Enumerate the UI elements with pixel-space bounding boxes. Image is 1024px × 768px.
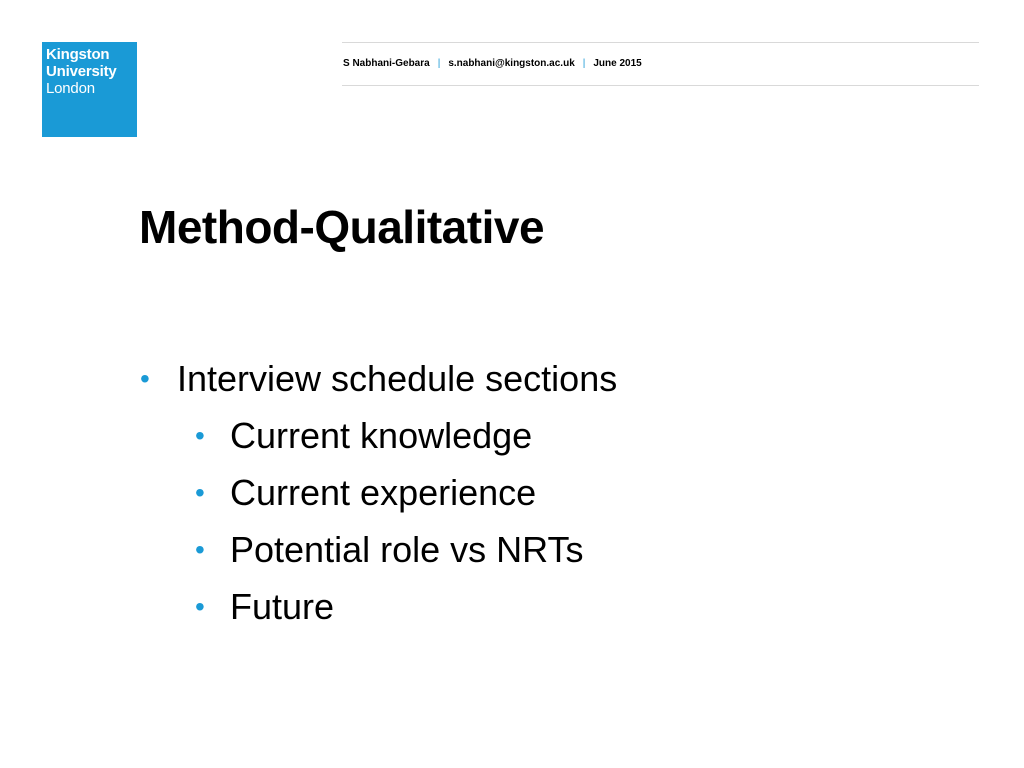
bullet-icon: • [195, 591, 205, 622]
bullet-item-current-experience [139, 464, 617, 521]
bullet-item-potential-role [139, 521, 617, 578]
bullet-text: Interview schedule sections [177, 358, 618, 399]
header-separator: | [437, 58, 441, 69]
bullet-text: Current experience [230, 472, 537, 513]
bullet-item-interview-schedule-sections [139, 350, 617, 407]
header-top-divider [342, 42, 979, 43]
bullet-item-current-knowledge [139, 407, 617, 464]
bullet-icon: • [195, 477, 205, 508]
bullet-icon: • [195, 534, 205, 565]
bullet-list [139, 350, 617, 635]
header-separator: | [582, 58, 586, 69]
logo-line-kingston: Kingston [46, 46, 110, 63]
bullet-icon: • [195, 420, 205, 451]
bullet-text: Potential role vs NRTs [230, 529, 584, 570]
header-info [343, 57, 642, 70]
author-name: S Nabhani-Gebara [343, 58, 430, 69]
bullet-item-future [139, 578, 617, 635]
logo-line-university: University [46, 63, 117, 80]
slide-title: Method-Qualitative [139, 201, 545, 253]
author-email[interactable]: s.nabhani@kingston.ac.uk [448, 58, 575, 69]
bullet-text: Current knowledge [230, 415, 533, 456]
presentation-date: June 2015 [593, 58, 642, 69]
bullet-icon: • [140, 363, 150, 394]
header-bottom-divider [342, 85, 979, 86]
logo-line-london: London [46, 80, 95, 97]
bullet-text: Future [230, 586, 335, 627]
kingston-university-logo [42, 42, 137, 137]
